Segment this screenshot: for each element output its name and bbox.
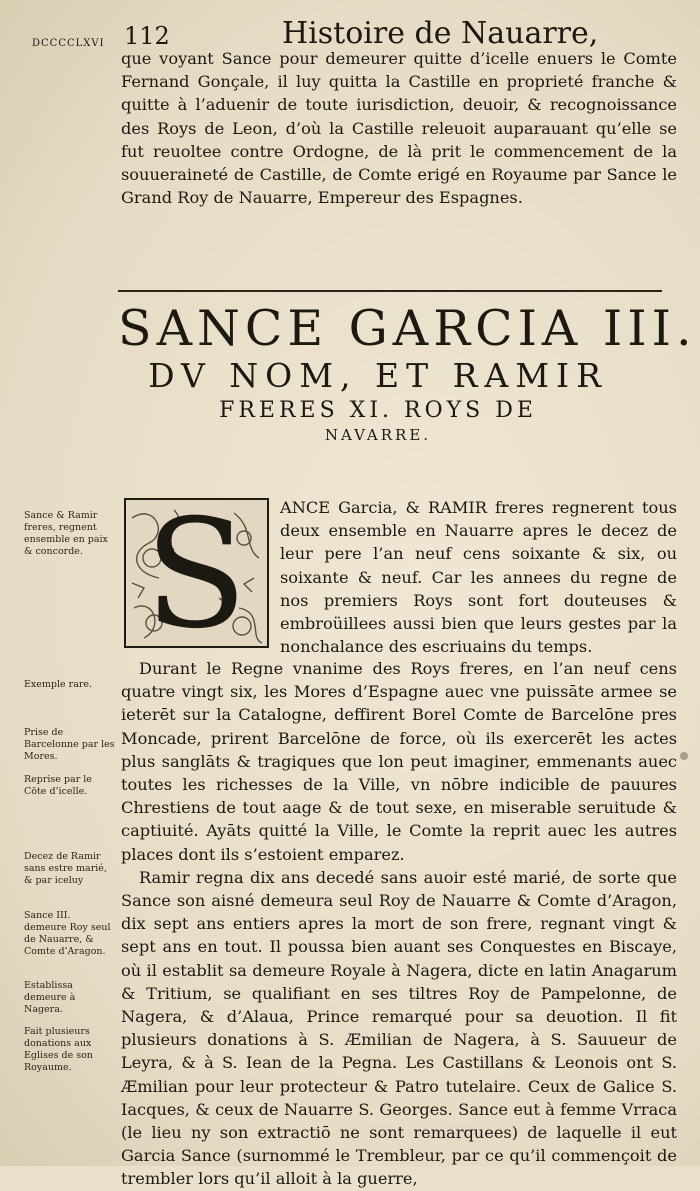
margin-note: Reprise par le Cōte d’icelle. (24, 774, 92, 797)
main-text (121, 657, 677, 1191)
margin-note: Fait plusieurs donations aux Eglises de son Royaume. (24, 1026, 93, 1073)
paper-blemish (680, 752, 688, 760)
top-paragraph: que voyant Sance pour demeurer quitte d’icelle enuers le Comte Fernand Gonçale, il luy quitta la Castille en proprieté franche & quitte à l’aduenir de toute iurisdiction, deuoir, & recognoissance des Roys de Leon, d’où la Castille releuoit auparauant qu’elle se fut reuoltee contre Ordogne, de là prit le commencement de la souueraineté de Castille, de Comte erigé en Royaume par Sance le Grand Roy de Nauarre, Empereur des Espagnes. (121, 49, 677, 208)
page-number: 112 (124, 22, 170, 50)
margin-note: Establissa demeure à Nagera. (24, 980, 76, 1015)
margin-note: Prise de Barcelonne par les Mores. (24, 727, 115, 762)
section-title-line-2: DV NOM, ET RAMIR (148, 356, 608, 395)
page-signature: DCCCCLXVI (32, 38, 105, 49)
section-title-line-3: FRERES XI. ROYS DE (219, 398, 537, 423)
section-divider (118, 290, 662, 292)
section-title-line-4: NAVARRE. (324, 426, 432, 444)
ornamental-initial-s-icon (124, 488, 269, 662)
margin-note: Sance III. demeure Roy seul de Nauarre, & Comte d’Aragon. (24, 910, 111, 957)
section-title-line-1: SANCE GARCIA III. (118, 300, 697, 357)
margin-note: Decez de Ramir sans estre marié, & par iceluy (24, 851, 107, 886)
first-paragraph: ANCE Garcia, & RAMIR freres regnerent tous deux ensemble en Nauarre apres le decez de leur pere l’an neuf cens soixante & six, ou soixante & neuf. Car les annees du regne de nos premiers Roys sont fort douteuses & embroüillees aussi bien que leurs gestes par la nonchalance des escriuains du temps. (280, 498, 677, 657)
dropcap-letter: S (144, 488, 248, 662)
margin-note: Sance & Ramir freres, regnent ensemble en paix & concorde. (24, 510, 108, 557)
paragraph-2: Durant le Regne vnanime des Roys freres, en l’an neuf cens quatre vingt six, les Mores d’Espagne auec vne puissāte armee se ieterēt sur la Catalogne, deffirent Borel Comte de Barcelōne pres Moncade, prirent Barcelōne de force, où ils exercerēt les actes plus sanglāts & tragiques que lon peut imaginer, emmenants auec toutes les richesses de la Ville, vn nōbre indicible de pauures Chrestiens de tout aage & de tout sexe, en miserable seruitude & captiuité. Ayāts quitté la Ville, le Comte la reprit auec les autres places dont ils s’estoient emparez. (121, 659, 677, 864)
paragraph-3: Ramir regna dix ans decedé sans auoir esté marié, de sorte que Sance son aisné demeura seul Roy de Nauarre & Comte d’Aragon, dix sept ans entiers apres la mort de son frere, regnant vingt & sept ans en tout. Il poussa bien auant ses Conquestes en Biscaye, où il establit sa demeure Royale à Nagera, dicte en latin Anagarum & Tritium, se qualifiant en ses tiltres Roy de Pampelonne, de Nagera, & d’Alaua, Prince remarqué pour sa deuotion. Il fit plusieurs donations à S. Æmilian de Nagera, à S. Sauueur de Leyra, & à S. Iean de la Pegna. Les Castillans & Leonois ont S. Æmilian pour leur protecteur & Patro tutelaire. Ceux de Galice S. Iacques, & ceux de Nauarre S. Georges. Sance eut à femme Vrraca (le lieu ny son extractiō ne sont remarquees) de laquelle il eut Garcia Sance (surnommé le Trembleur, par ce qu’il commençoit de trembler lors qu’il alloit à la guerre, (121, 867, 677, 1189)
margin-note: Exemple rare. (24, 679, 93, 690)
running-title: Histoire de Nauarre, (282, 16, 599, 51)
